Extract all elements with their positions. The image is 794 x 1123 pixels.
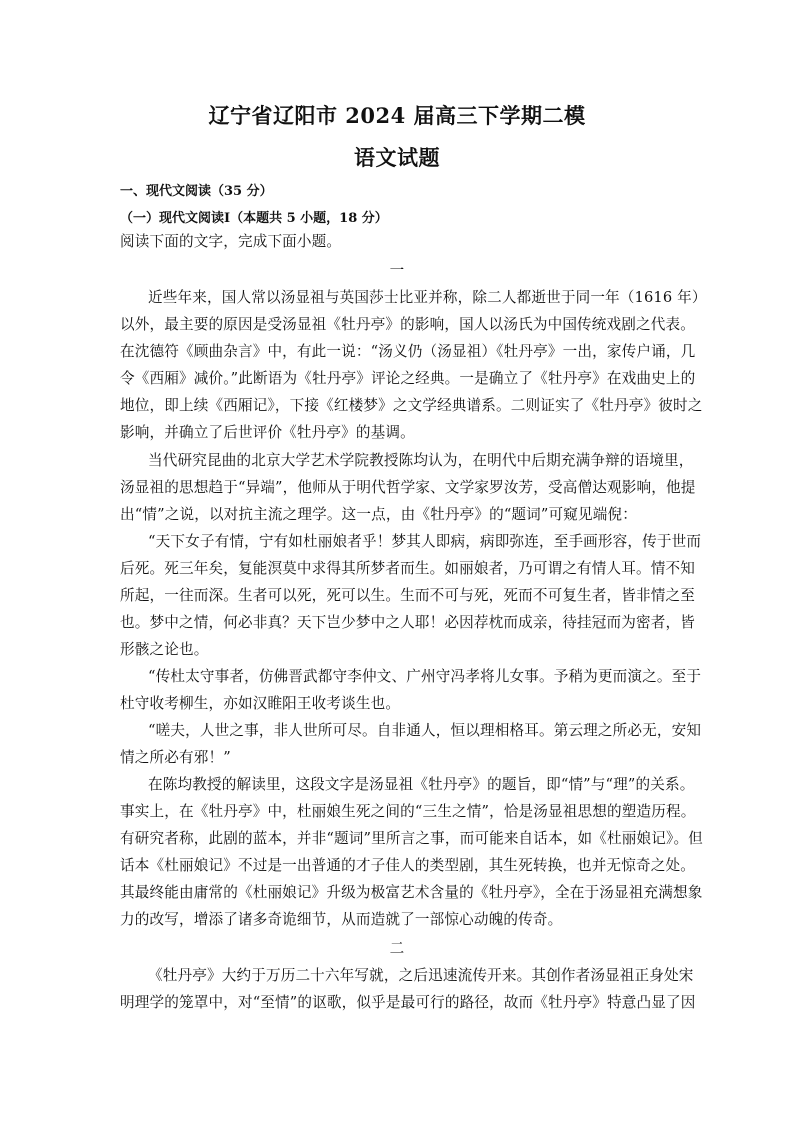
text-line: 《牡丹亭》大约于万历二十六年写就，之后迅速流传开来。其创作者汤显祖正身处宋 bbox=[148, 967, 694, 984]
text-line: 出“情”之说，以对抗主流之理学。这一点，由《牡丹亭》的“题词”可窥见端倪： bbox=[120, 506, 637, 523]
text-line: “天下女子有情，宁有如杜丽娘者乎！梦其人即病，病即弥连，至手画形容，传于世而 bbox=[148, 533, 702, 550]
subsection-heading: （一）现代文阅读Ⅰ（本题共 5 小题，18 分） bbox=[120, 211, 388, 226]
text-line: “嗟夫，人世之事，非人世所可尽。自非通人，恒以理相格耳。第云理之所必无，安知 bbox=[148, 722, 702, 739]
text-line: 地位，即上续《西厢记》，下接《红楼梦》之文学经典谱系。二则证实了《牡丹亭》彼时之 bbox=[120, 397, 703, 414]
text-line: 所起，一往而深。生者可以死，死可以生。生而不可与死，死而不可复生者，皆非情之至 bbox=[120, 587, 696, 604]
document-title: 辽宁省辽阳市 2024 届高三下学期二模 bbox=[208, 103, 586, 128]
instruction-text: 阅读下面的文字，完成下面小题。 bbox=[120, 233, 342, 250]
text-line: 其最终能由庸常的《杜丽娘记》升级为极富艺术含量的《牡丹亭》，全在于汤显祖充满想象 bbox=[120, 884, 703, 901]
text-line: 后死。死三年矣，复能溟莫中求得其所梦者而生。如丽娘者，乃可谓之有情人耳。情不知 bbox=[120, 560, 696, 577]
text-line: 杜守收考柳生，亦如汉睢阳王收考谈生也。 bbox=[120, 695, 401, 712]
text-line: 当代研究昆曲的北京大学艺术学院教授陈均认为，在明代中后期充满争辩的语境里， bbox=[148, 452, 694, 469]
text-line: 也。梦中之情，何必非真？天下岂少梦中之人耶！必因荐枕而成亲，待挂冠而为密者，皆 bbox=[120, 614, 696, 631]
part-marker-2: 二 bbox=[389, 940, 405, 957]
text-line: “传杜太守事者，仿佛晋武都守李仲文、广州守冯孝将儿女事。予稍为更而演之。至于 bbox=[148, 668, 702, 685]
text-line: 有研究者称，此剧的蓝本，并非“题词”里所言之事，而可能来自话本，如《杜丽娘记》。但 bbox=[120, 830, 703, 847]
text-line: 力的改写，增添了诸多奇诡细节，从而造就了一部惊心动魄的传奇。 bbox=[120, 911, 563, 928]
section-heading: 一、现代文阅读（35 分） bbox=[120, 184, 273, 199]
text-line: 令《西厢》减价。”此断语为《牡丹亭》评论之经典。一是确立了《牡丹亭》在戏曲史上的 bbox=[120, 370, 696, 387]
text-line: 明理学的笼罩中，对“至情”的讴歌，似乎是最可行的路径，故而《牡丹亭》特意凸显了因 bbox=[120, 994, 696, 1011]
text-line: 话本《杜丽娘记》不过是一出普通的才子佳人的类型剧，其生死转换，也并无惊奇之处。 bbox=[120, 857, 696, 874]
part-marker-1: 一 bbox=[389, 262, 405, 279]
document-subtitle: 语文试题 bbox=[354, 145, 440, 170]
text-line: 影响，并确立了后世评价《牡丹亭》的基调。 bbox=[120, 424, 415, 441]
text-line: 形骸之论也。 bbox=[120, 641, 209, 658]
text-line: 在陈均教授的解读里，这段文字是汤显祖《牡丹亭》的题旨，即“情”与“理”的关系。 bbox=[148, 776, 695, 793]
text-line: 近些年来，国人常以汤显祖与英国莎士比亚并称，除二人都逝世于同一年（1616 年） bbox=[148, 289, 707, 306]
text-line: 情之所必有邪！” bbox=[120, 749, 231, 766]
text-line: 在沈德符《顾曲杂言》中，有此一说：“汤义仍（汤显祖）《牡丹亭》一出，家传户诵，几 bbox=[120, 343, 696, 360]
text-line: 以外，最主要的原因是受汤显祖《牡丹亭》的影响，国人以汤氏为中国传统戏剧之代表。 bbox=[120, 316, 696, 333]
text-line: 事实上，在《牡丹亭》中，杜丽娘生死之间的“三生之情”，恰是汤显祖思想的塑造历程。 bbox=[120, 803, 696, 820]
text-line: 汤显祖的思想趋于“异端”，他师从于明代哲学家、文学家罗汝芳，受高僧达观影响，他提 bbox=[120, 479, 696, 496]
